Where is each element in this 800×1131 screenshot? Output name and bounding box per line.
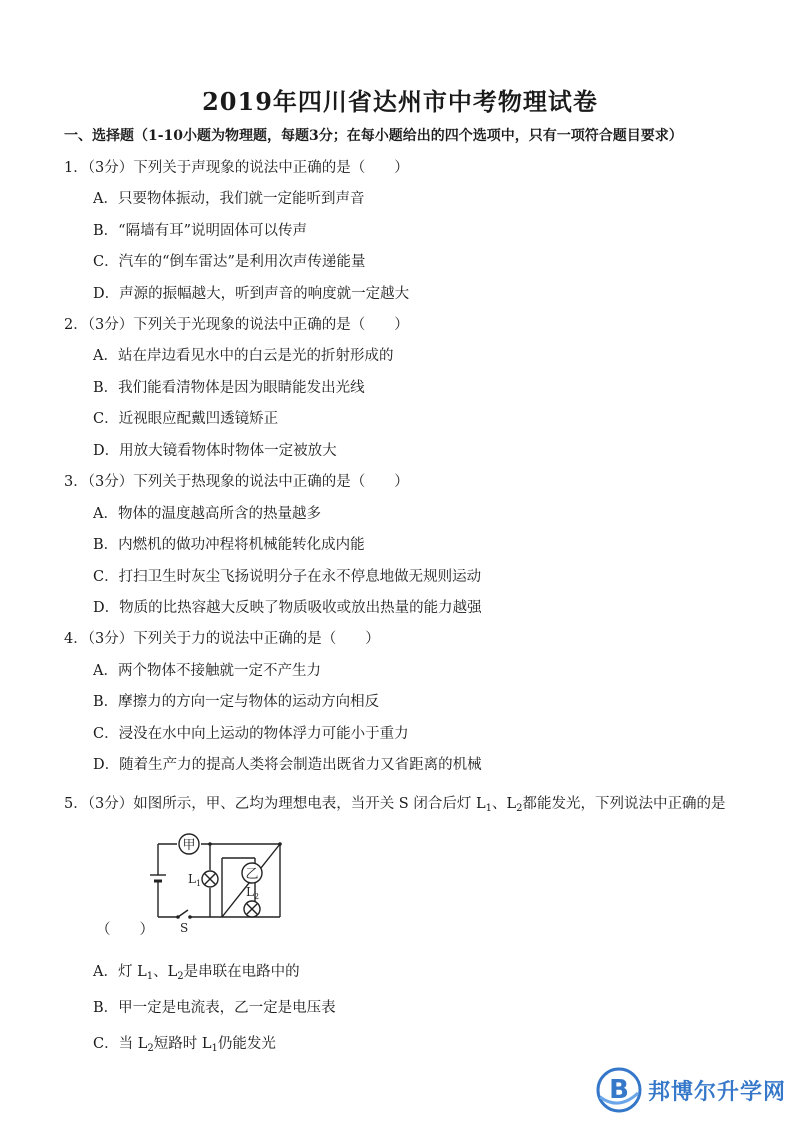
- question-3-stem: 3．（3分）下列关于热现象的说法中正确的是（ ）: [64, 474, 409, 490]
- question-3-option-a: A．物体的温度越高所含的热量越多: [93, 506, 321, 522]
- question-2-option-a: A．站在岸边看见水中的白云是光的折射形成的: [93, 348, 394, 364]
- question-1-stem: 1．（3分）下列关于声现象的说法中正确的是（ ）: [64, 160, 409, 176]
- question-3-option-d: D．物质的比热容越大反映了物质吸收或放出热量的能力越强: [93, 600, 482, 616]
- lamp-l2-sub: 2: [254, 892, 260, 901]
- question-5-option-c: C．当 $L_2$短路时 $L_1$仍能发光: [93, 1036, 276, 1054]
- lamp-l2-label: L: [246, 885, 254, 899]
- lamp-l1-sub: 1: [196, 879, 202, 888]
- question-2-stem: 2．（3分）下列关于光现象的说法中正确的是（ ）: [64, 317, 409, 333]
- question-1-option-d: D．声源的振幅越大，听到声音的响度就一定越大: [93, 286, 410, 302]
- question-2-option-c: C．近视眼应配戴凹透镜矫正: [93, 411, 279, 427]
- question-5-option-a: A．灯 $L_1$、$L_2$是串联在电路中的: [93, 964, 300, 982]
- question-4-option-b: B．摩擦力的方向一定与物体的运动方向相反: [93, 694, 380, 710]
- page-title: 2019年四川省达州市中考物理试卷: [202, 87, 598, 116]
- site-watermark: [596, 1067, 786, 1113]
- question-4-option-a: A．两个物体不接触就一定不产生力: [93, 663, 321, 679]
- circuit-diagram: [140, 825, 300, 935]
- question-4-option-c: C．浸没在水中向上运动的物体浮力可能小于重力: [93, 726, 409, 742]
- meter-jia-label: 甲: [182, 838, 196, 853]
- lamp-l1-label: L: [188, 872, 196, 886]
- question-3-option-c: C．打扫卫生时灰尘飞扬说明分子在永不停息地做无规则运动: [93, 569, 482, 585]
- question-4-stem: 4．（3分）下列关于力的说法中正确的是（ ）: [64, 631, 380, 647]
- site-logo-icon: [596, 1067, 642, 1113]
- question-2-option-b: B．我们能看清物体是因为眼睛能发出光线: [93, 380, 365, 396]
- question-3-option-b: B．内燃机的做功冲程将机械能转化成内能: [93, 537, 365, 553]
- question-2-option-d: D．用放大镜看物体时物体一定被放大: [93, 443, 337, 459]
- meter-yi-label: 乙: [245, 867, 259, 882]
- site-logo-text: 邦博尔升学网: [647, 1079, 786, 1105]
- question-5-stem: 5．（3分）如图所示，甲、乙均为理想电表，当开关 S 闭合后灯 $L_1$、$L_2$都能发光，下列说法中正确的是: [64, 796, 726, 814]
- site-logo-letter: B: [609, 1075, 629, 1105]
- question-5-answer-paren: （ ）: [96, 922, 154, 938]
- section-heading: 一、选择题（1-10小题为物理题，每题3分；在每小题给出的四个选项中，只有一项符合题目要求）: [64, 128, 683, 144]
- question-1-option-b: B．“隔墙有耳”说明固体可以传声: [93, 223, 307, 239]
- switch-label: S: [180, 921, 189, 935]
- question-4-option-d: D．随着生产力的提高人类将会制造出既省力又省距离的机械: [93, 757, 482, 773]
- question-1-option-c: C．汽车的“倒车雷达”是利用次声传递能量: [93, 254, 366, 270]
- question-1-option-a: A．只要物体振动，我们就一定能听到声音: [93, 191, 365, 207]
- question-5-option-b: B．甲一定是电流表，乙一定是电压表: [93, 1000, 336, 1016]
